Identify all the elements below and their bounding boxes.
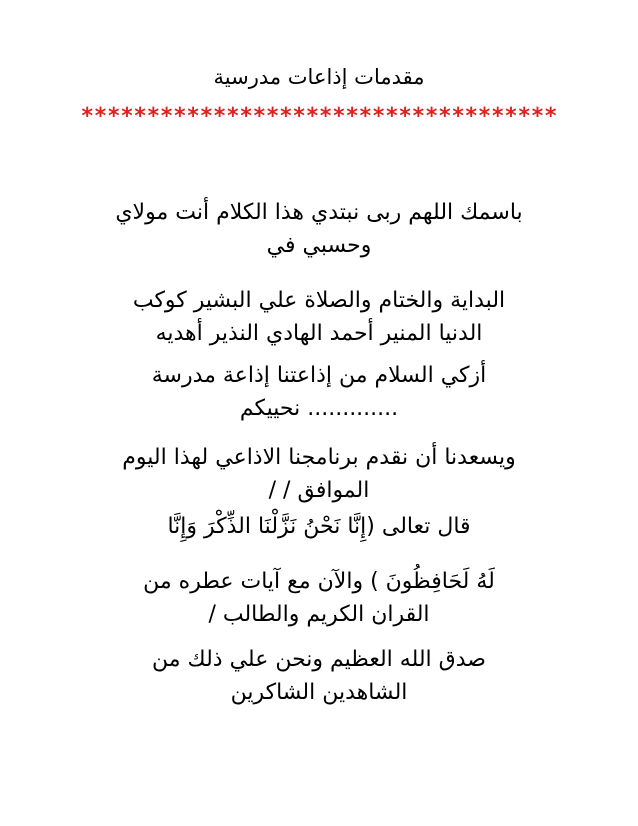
paragraph-line: ويسعدنا أن نقدم برنامجنا الاذاعي لهذا اليوم <box>122 445 516 470</box>
paragraph-closing <box>40 643 598 709</box>
paragraph-quran-verse <box>40 510 598 543</box>
paragraph-line: البداية والختام والصلاة علي البشير كوكب <box>132 288 506 313</box>
paragraph-line: أزكي السلام من إذاعتنا إذاعة مدرسة <box>151 363 487 388</box>
paragraph-verse-continuation <box>40 565 598 631</box>
paragraph-line: باسمك اللهم ربى نبتدي هذا الكلام أنت مولاي <box>115 200 523 225</box>
paragraph-line: لَهُ لَحَافِظُونَ ) والآن مع آيات عطره من <box>143 569 495 594</box>
paragraph-line: صدق الله العظيم ونحن علي ذلك من <box>152 647 486 672</box>
paragraph-opening <box>40 196 598 262</box>
asterisk-divider: ************************************ <box>80 104 558 129</box>
paragraph-program-date <box>40 441 598 507</box>
document-title: مقدمات إذاعات مدرسية <box>213 65 425 89</box>
paragraph-line: قال تعالى (إِنَّا نَحْنُ نَزَّلْنَا الذِّكْرَ وَإِنَّا <box>167 514 471 539</box>
paragraph-dedication <box>40 284 598 350</box>
paragraph-greeting <box>40 359 598 425</box>
paragraph-line: وحسبي في <box>266 233 372 258</box>
paragraph-line: ............. نحييكم <box>239 396 399 421</box>
paragraph-line: الشاهدين الشاكرين <box>230 680 408 705</box>
paragraph-line: الموافق / / <box>268 478 370 503</box>
paragraph-line: القران الكريم والطالب / <box>208 602 430 627</box>
paragraph-line: الدنيا المنير أحمد الهادي النذير أهديه <box>155 321 483 346</box>
